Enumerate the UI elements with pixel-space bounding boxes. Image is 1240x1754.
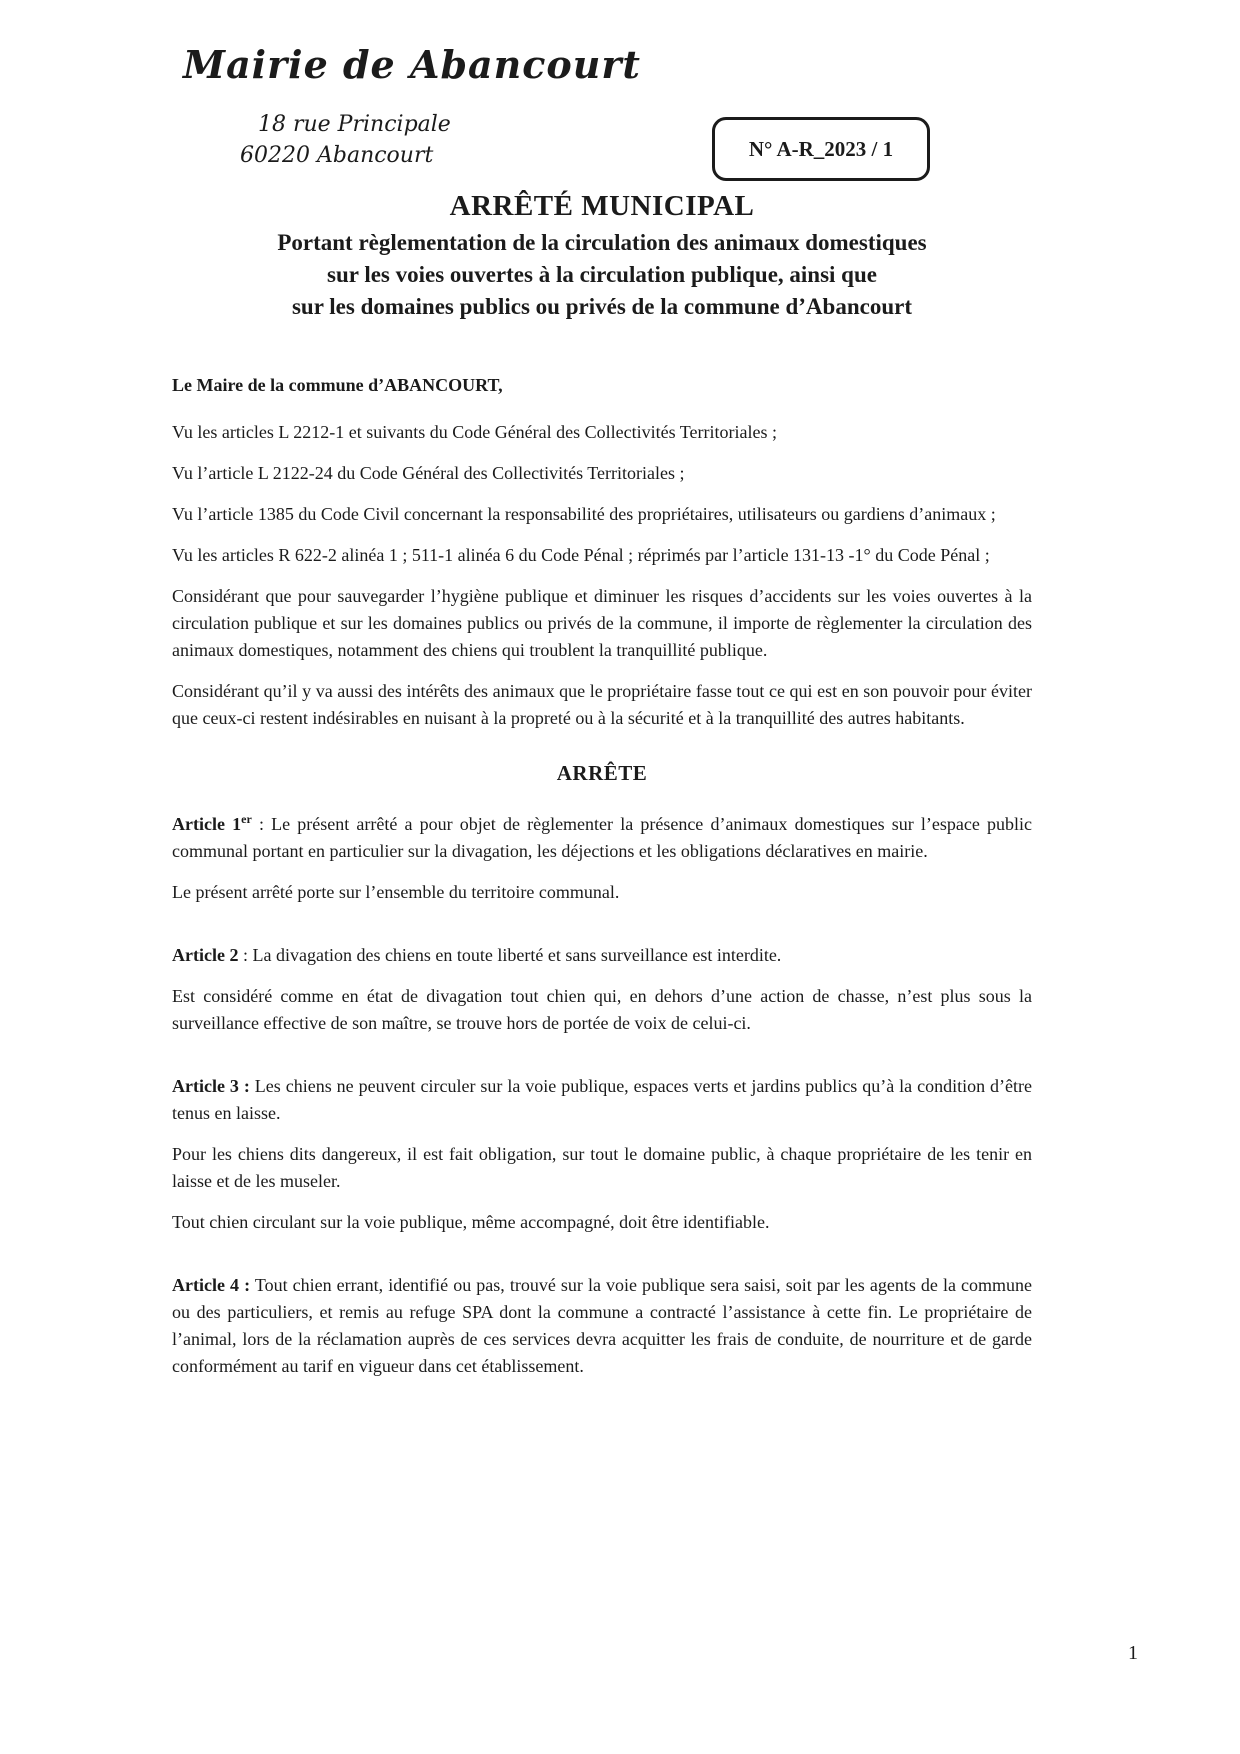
article-3 <box>172 1073 1032 1127</box>
preamble-clause: Vu les articles R 622-2 alinéa 1 ; 511-1 alinéa 6 du Code Pénal ; réprimés par l’article 131-13 -1° du Code Pénal ; <box>172 545 990 565</box>
org-address-line2: 60220 Abancourt <box>240 143 434 168</box>
document-subtitle-line: Portant règlementation de la circulation des animaux domestiques <box>277 230 927 255</box>
org-address-line1: 18 rue Principale <box>258 112 451 137</box>
article-2-separator: : <box>238 945 253 965</box>
article-1-paragraph: Le présent arrêté porte sur l’ensemble du territoire communal. <box>172 882 620 902</box>
article-2-label: Article 2 <box>172 945 239 965</box>
preamble-clause: Vu l’article 1385 du Code Civil concernant la responsabilité des propriétaires, utilisateurs ou gardiens d’animaux ; <box>172 504 996 524</box>
article-2-paragraph: Est considéré comme en état de divagation tout chien qui, en dehors d’une action de chasse, n’est plus sous la surveillance effective de son maître, se trouve hors de portée de voix de celui-ci. <box>172 986 1032 1033</box>
article-2-text: La divagation des chiens en toute liberté et sans surveillance est interdite. <box>252 945 782 965</box>
article-2 <box>172 942 1032 969</box>
article-1-ordinal: er <box>241 812 252 826</box>
document-title: ARRÊTÉ MUNICIPAL <box>449 190 755 222</box>
decree-heading: ARRÊTE <box>556 761 648 785</box>
reference-number-box <box>712 117 930 181</box>
article-3-label: Article 3 : <box>172 1076 250 1096</box>
article-1-text: Le présent arrêté a pour objet de règlementer la présence d’animaux domestiques sur l’espace public communal portant en particulier sur la divagation, les déjections et les obligations déclaratives en mairie. <box>172 814 1032 861</box>
preamble-opening: Le Maire de la commune d’ABANCOURT, <box>172 375 503 395</box>
article-1-separator: : <box>251 814 272 834</box>
document-body <box>172 372 1032 1394</box>
page-number: 1 <box>1128 1642 1138 1664</box>
document-subtitle-line: sur les domaines publics ou privés de la commune d’Abancourt <box>291 294 912 319</box>
preamble-clause: Vu les articles L 2212-1 et suivants du Code Général des Collectivités Territoriales ; <box>172 422 778 442</box>
title-block <box>172 190 1032 323</box>
article-1-label: Article 1 <box>172 814 242 834</box>
preamble-clause: Vu l’article L 2122-24 du Code Général des Collectivités Territoriales ; <box>172 463 685 483</box>
article-4-text: Tout chien errant, identifié ou pas, trouvé sur la voie publique sera saisi, soit par les agents de la commune ou des particuliers, et remis au refuge SPA dont la commune a contracté l’assistance à cette fin. Le propriétaire de l’animal, lors de la réclamation auprès de ces services devra acquitter les frais de conduite, de nourriture et de garde conformément au tarif en vigueur dans cet établissement. <box>172 1275 1032 1376</box>
org-name: Mairie de Abancourt <box>183 42 641 87</box>
article-1 <box>172 811 1032 865</box>
document-subtitle-line: sur les voies ouvertes à la circulation publique, ainsi que <box>327 262 877 287</box>
article-3-paragraph: Pour les chiens dits dangereux, il est fait obligation, sur tout le domaine public, à chaque propriétaire de les tenir en laisse et de les museler. <box>172 1144 1032 1191</box>
article-4-label: Article 4 : <box>172 1275 251 1295</box>
reference-number: N° A-R_2023 / 1 <box>748 136 894 161</box>
preamble-clause: Considérant que pour sauvegarder l’hygiène publique et diminuer les risques d’accidents sur les voies ouvertes à la circulation publique et sur les domaines publics ou privés de la commune, il importe de règlementer la circulation des animaux domestiques, notamment des chiens qui troublent la tranquillité publique. <box>172 586 1032 660</box>
article-3-text: Les chiens ne peuvent circuler sur la voie publique, espaces verts et jardins publics qu’à la condition d’être tenus en laisse. <box>172 1076 1032 1123</box>
preamble-clause: Considérant qu’il y va aussi des intérêts des animaux que le propriétaire fasse tout ce qui est en son pouvoir pour éviter que ceux-ci restent indésirables en nuisant à la propreté ou à la sécurité et à la tranquillité des autres habitants. <box>172 681 1032 728</box>
article-4 <box>172 1272 1032 1380</box>
article-3-paragraph: Tout chien circulant sur la voie publique, même accompagné, doit être identifiable. <box>172 1212 770 1232</box>
